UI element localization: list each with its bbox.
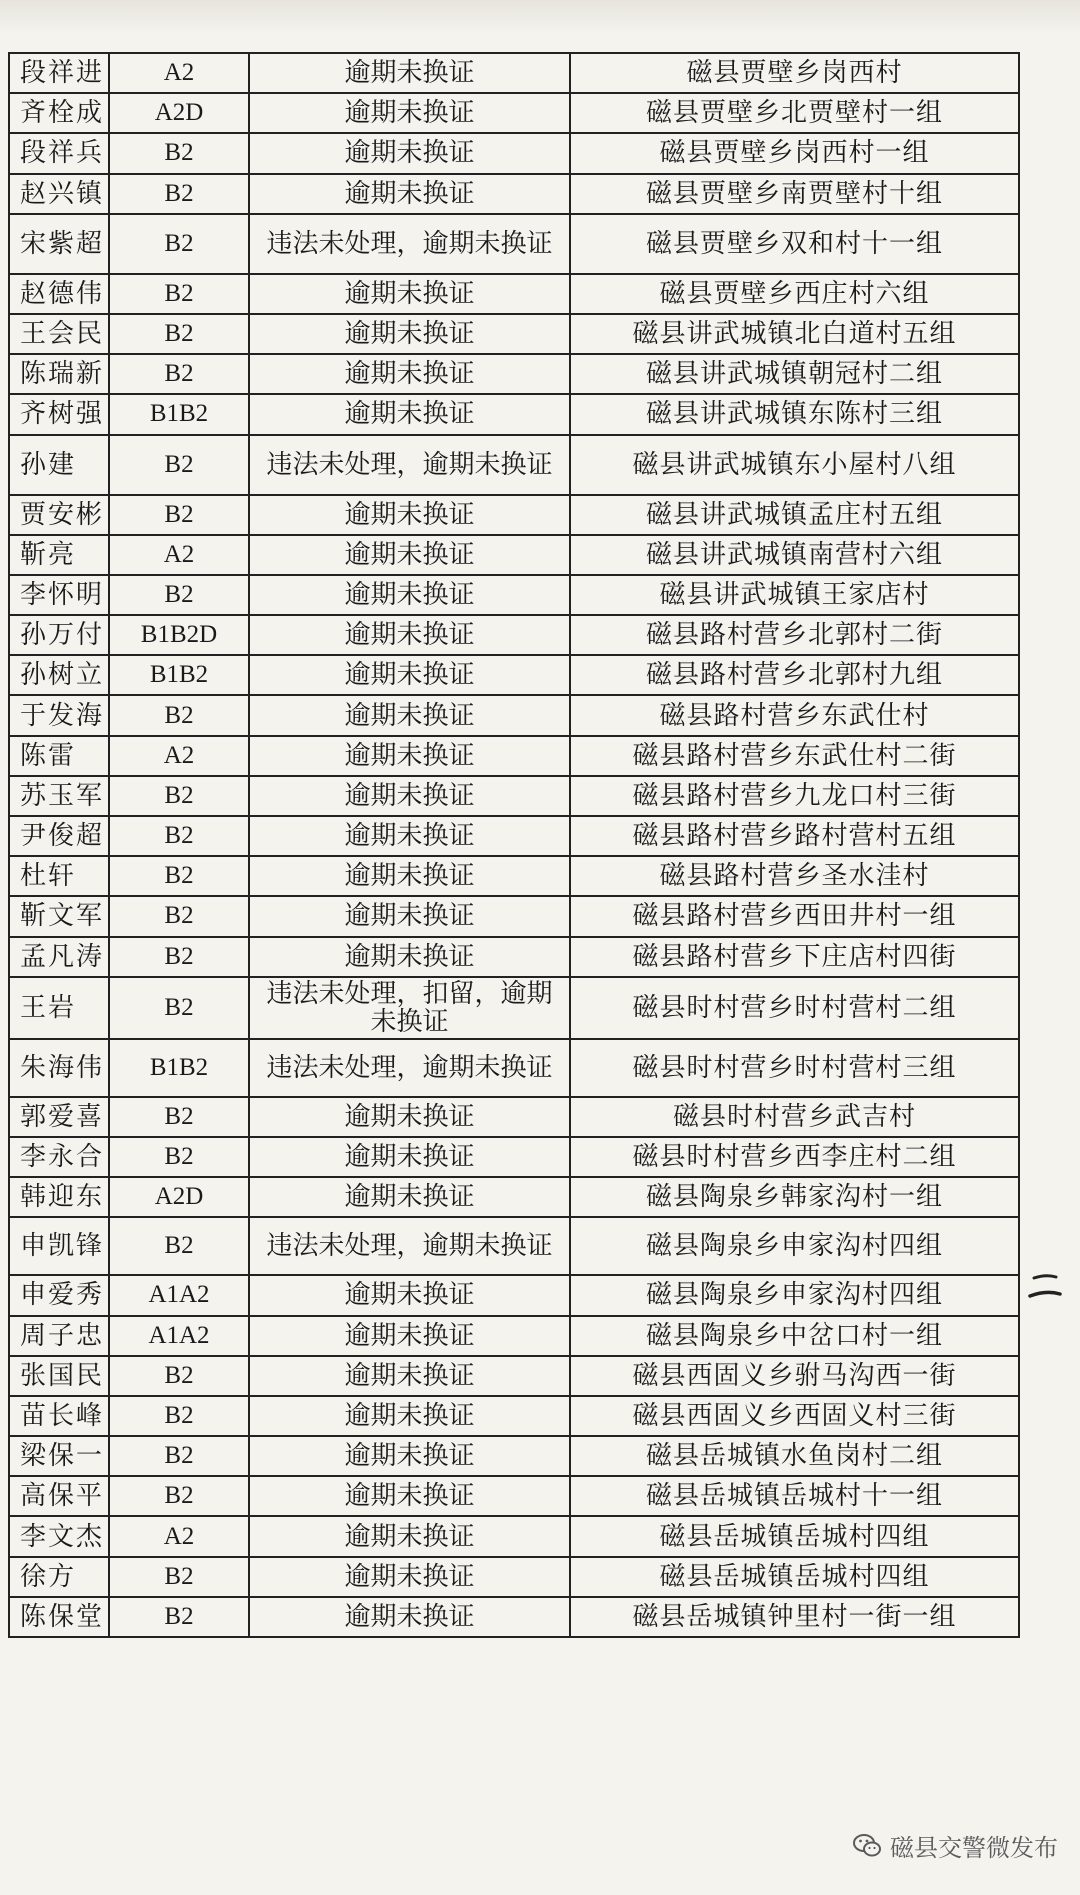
status-cell: 违法未处理，逾期未换证	[249, 214, 570, 274]
driver-name-cell: 王会民	[9, 314, 109, 354]
license-class-cell: B2	[109, 214, 249, 274]
driver-name-cell: 孟凡涛	[9, 937, 109, 977]
table-row	[9, 1137, 1019, 1177]
status-cell: 逾期未换证	[249, 655, 570, 695]
license-class-cell: A1A2	[109, 1275, 249, 1315]
wechat-icon	[852, 1833, 882, 1859]
table-row	[9, 214, 1019, 274]
license-class-cell: B2	[109, 174, 249, 214]
driver-name-cell: 李文杰	[9, 1516, 109, 1556]
status-cell: 逾期未换证	[249, 394, 570, 434]
driver-name-cell: 陈保堂	[9, 1597, 109, 1637]
license-class-cell: B2	[109, 1396, 249, 1436]
license-class-cell: A2	[109, 1516, 249, 1556]
license-class-cell: B2	[109, 1557, 249, 1597]
watermark-text: 磁县交警微发布	[890, 1834, 1058, 1862]
address-cell: 磁县讲武城镇南营村六组	[570, 535, 1019, 575]
table-row	[9, 1516, 1019, 1556]
table-row	[9, 354, 1019, 394]
license-class-cell: B2	[109, 133, 249, 173]
address-cell: 磁县讲武城镇东小屋村八组	[570, 435, 1019, 495]
table-row	[9, 1396, 1019, 1436]
table-row	[9, 535, 1019, 575]
table-row	[9, 816, 1019, 856]
table-row	[9, 1476, 1019, 1516]
table-row	[9, 394, 1019, 434]
address-cell: 磁县路村营乡北郭村九组	[570, 655, 1019, 695]
address-cell: 磁县讲武城镇孟庄村五组	[570, 495, 1019, 535]
status-cell: 逾期未换证	[249, 274, 570, 314]
license-class-cell: B2	[109, 314, 249, 354]
status-cell: 逾期未换证	[249, 495, 570, 535]
status-cell: 逾期未换证	[249, 816, 570, 856]
address-cell: 磁县贾壁乡南贾壁村十组	[570, 174, 1019, 214]
address-cell: 磁县路村营乡圣水洼村	[570, 856, 1019, 896]
driver-name-cell: 宋紫超	[9, 214, 109, 274]
driver-name-cell: 王岩	[9, 977, 109, 1039]
table-row	[9, 174, 1019, 214]
driver-name-cell: 申爱秀	[9, 1275, 109, 1315]
driver-name-cell: 苗长峰	[9, 1396, 109, 1436]
table-row	[9, 575, 1019, 615]
license-class-cell: B2	[109, 816, 249, 856]
status-cell: 逾期未换证	[249, 856, 570, 896]
status-cell: 逾期未换证	[249, 1597, 570, 1637]
status-cell: 违法未处理，逾期未换证	[249, 435, 570, 495]
table-row	[9, 314, 1019, 354]
license-class-cell: B2	[109, 896, 249, 936]
table-row	[9, 937, 1019, 977]
driver-name-cell: 杜轩	[9, 856, 109, 896]
status-cell: 逾期未换证	[249, 1275, 570, 1315]
table-row	[9, 1436, 1019, 1476]
license-class-cell: B2	[109, 575, 249, 615]
driver-name-cell: 张国民	[9, 1356, 109, 1396]
driver-name-cell: 靳文军	[9, 896, 109, 936]
license-class-cell: B1B2	[109, 655, 249, 695]
status-cell: 逾期未换证	[249, 93, 570, 133]
address-cell: 磁县岳城镇岳城村十一组	[570, 1476, 1019, 1516]
driver-name-cell: 赵兴镇	[9, 174, 109, 214]
table-row	[9, 1275, 1019, 1315]
table-row	[9, 53, 1019, 93]
address-cell: 磁县岳城镇岳城村四组	[570, 1557, 1019, 1597]
address-cell: 磁县陶泉乡申家沟村四组	[570, 1275, 1019, 1315]
driver-name-cell: 孙树立	[9, 655, 109, 695]
table-row	[9, 1316, 1019, 1356]
driver-name-cell: 苏玉军	[9, 776, 109, 816]
driver-name-cell: 赵德伟	[9, 274, 109, 314]
table-row	[9, 1097, 1019, 1137]
driver-name-cell: 孙万付	[9, 615, 109, 655]
license-class-cell: B2	[109, 1137, 249, 1177]
driver-name-cell: 徐方	[9, 1557, 109, 1597]
address-cell: 磁县时村营乡时村营村二组	[570, 977, 1019, 1039]
address-cell: 磁县讲武城镇王家店村	[570, 575, 1019, 615]
status-cell: 逾期未换证	[249, 314, 570, 354]
license-class-cell: A1A2	[109, 1316, 249, 1356]
address-cell: 磁县岳城镇钟里村一街一组	[570, 1597, 1019, 1637]
license-class-cell: B2	[109, 856, 249, 896]
status-cell: 逾期未换证	[249, 776, 570, 816]
driver-name-cell: 郭爱喜	[9, 1097, 109, 1137]
address-cell: 磁县路村营乡东武仕村	[570, 695, 1019, 735]
address-cell: 磁县贾壁乡岗西村一组	[570, 133, 1019, 173]
address-cell: 磁县时村营乡武吉村	[570, 1097, 1019, 1137]
license-class-cell: B1B2D	[109, 615, 249, 655]
status-cell: 逾期未换证	[249, 695, 570, 735]
driver-name-cell: 斉栓成	[9, 93, 109, 133]
driver-name-cell: 高保平	[9, 1476, 109, 1516]
table-row	[9, 1039, 1019, 1097]
roster-body	[9, 53, 1019, 1637]
status-cell: 逾期未换证	[249, 615, 570, 655]
address-cell: 磁县贾壁乡西庄村六组	[570, 274, 1019, 314]
table-row	[9, 776, 1019, 816]
table-row	[9, 736, 1019, 776]
address-cell: 磁县路村营乡路村营村五组	[570, 816, 1019, 856]
license-class-cell: B2	[109, 495, 249, 535]
address-cell: 磁县贾壁乡北贾壁村一组	[570, 93, 1019, 133]
table-row	[9, 1557, 1019, 1597]
status-cell: 逾期未换证	[249, 937, 570, 977]
status-cell: 违法未处理，逾期未换证	[249, 1217, 570, 1275]
status-cell: 违法未处理，扣留，逾期未换证	[249, 977, 570, 1039]
license-class-cell: A2	[109, 736, 249, 776]
driver-name-cell: 韩迎东	[9, 1177, 109, 1217]
table-row	[9, 856, 1019, 896]
address-cell: 磁县时村营乡西李庄村二组	[570, 1137, 1019, 1177]
driver-name-cell: 于发海	[9, 695, 109, 735]
address-cell: 磁县贾壁乡岗西村	[570, 53, 1019, 93]
license-class-cell: B2	[109, 274, 249, 314]
driver-name-cell: 靳亮	[9, 535, 109, 575]
address-cell: 磁县岳城镇岳城村四组	[570, 1516, 1019, 1556]
driver-name-cell: 孙建	[9, 435, 109, 495]
page-number-mark	[1026, 1268, 1066, 1308]
license-class-cell: B2	[109, 435, 249, 495]
driver-name-cell: 周子忠	[9, 1316, 109, 1356]
status-cell: 逾期未换证	[249, 896, 570, 936]
table-row	[9, 615, 1019, 655]
driver-name-cell: 尹俊超	[9, 816, 109, 856]
license-class-cell: B2	[109, 977, 249, 1039]
status-cell: 逾期未换证	[249, 575, 570, 615]
license-class-cell: A2	[109, 53, 249, 93]
license-class-cell: B2	[109, 1356, 249, 1396]
license-class-cell: B2	[109, 695, 249, 735]
document-sheet	[0, 52, 1080, 1832]
license-class-cell: B2	[109, 776, 249, 816]
status-cell: 逾期未换证	[249, 1097, 570, 1137]
driver-name-cell: 段祥进	[9, 53, 109, 93]
status-cell: 逾期未换证	[249, 1436, 570, 1476]
address-cell: 磁县讲武城镇北白道村五组	[570, 314, 1019, 354]
license-class-cell: B2	[109, 1217, 249, 1275]
table-row	[9, 655, 1019, 695]
address-cell: 磁县西固义乡驸马沟西一街	[570, 1356, 1019, 1396]
license-class-cell: B2	[109, 1097, 249, 1137]
table-row	[9, 1356, 1019, 1396]
table-row	[9, 1217, 1019, 1275]
status-cell: 逾期未换证	[249, 1476, 570, 1516]
driver-name-cell: 朱海伟	[9, 1039, 109, 1097]
license-class-cell: B2	[109, 1476, 249, 1516]
driver-name-cell: 陈雷	[9, 736, 109, 776]
source-watermark	[852, 1828, 1058, 1863]
status-cell: 逾期未换证	[249, 53, 570, 93]
table-row	[9, 896, 1019, 936]
table-row	[9, 977, 1019, 1039]
status-cell: 逾期未换证	[249, 1316, 570, 1356]
table-row	[9, 495, 1019, 535]
address-cell: 磁县路村营乡北郭村二街	[570, 615, 1019, 655]
table-row	[9, 133, 1019, 173]
driver-roster-table	[8, 52, 1020, 1638]
address-cell: 磁县陶泉乡中岔口村一组	[570, 1316, 1019, 1356]
driver-name-cell: 申凯锋	[9, 1217, 109, 1275]
status-cell: 逾期未换证	[249, 174, 570, 214]
license-class-cell: B2	[109, 354, 249, 394]
status-cell: 逾期未换证	[249, 354, 570, 394]
status-cell: 逾期未换证	[249, 535, 570, 575]
address-cell: 磁县陶泉乡申家沟村四组	[570, 1217, 1019, 1275]
address-cell: 磁县岳城镇水鱼岗村二组	[570, 1436, 1019, 1476]
status-cell: 逾期未换证	[249, 1137, 570, 1177]
address-cell: 磁县贾壁乡双和村十一组	[570, 214, 1019, 274]
driver-name-cell: 陈瑞新	[9, 354, 109, 394]
status-cell: 逾期未换证	[249, 1396, 570, 1436]
license-class-cell: B2	[109, 937, 249, 977]
table-row	[9, 695, 1019, 735]
address-cell: 磁县路村营乡九龙口村三街	[570, 776, 1019, 816]
address-cell: 磁县陶泉乡韩家沟村一组	[570, 1177, 1019, 1217]
page-top-edge	[0, 0, 1080, 34]
address-cell: 磁县讲武城镇朝冠村二组	[570, 354, 1019, 394]
address-cell: 磁县西固义乡西固义村三街	[570, 1396, 1019, 1436]
status-cell: 逾期未换证	[249, 1177, 570, 1217]
license-class-cell: A2	[109, 535, 249, 575]
license-class-cell: A2D	[109, 93, 249, 133]
status-cell: 逾期未换证	[249, 133, 570, 173]
license-class-cell: B1B2	[109, 1039, 249, 1097]
address-cell: 磁县路村营乡下庄店村四街	[570, 937, 1019, 977]
table-row	[9, 1177, 1019, 1217]
driver-name-cell: 李永合	[9, 1137, 109, 1177]
status-cell: 逾期未换证	[249, 736, 570, 776]
license-class-cell: A2D	[109, 1177, 249, 1217]
address-cell: 磁县路村营乡西田井村一组	[570, 896, 1019, 936]
driver-name-cell: 齐树强	[9, 394, 109, 434]
address-cell: 磁县时村营乡时村营村三组	[570, 1039, 1019, 1097]
status-cell: 逾期未换证	[249, 1356, 570, 1396]
driver-name-cell: 李怀明	[9, 575, 109, 615]
table-row	[9, 274, 1019, 314]
address-cell: 磁县讲武城镇东陈村三组	[570, 394, 1019, 434]
license-class-cell: B2	[109, 1436, 249, 1476]
table-row	[9, 1597, 1019, 1637]
status-cell: 逾期未换证	[249, 1557, 570, 1597]
driver-name-cell: 梁保一	[9, 1436, 109, 1476]
license-class-cell: B1B2	[109, 394, 249, 434]
table-row	[9, 93, 1019, 133]
table-row	[9, 435, 1019, 495]
driver-name-cell: 贾安彬	[9, 495, 109, 535]
driver-name-cell: 段祥兵	[9, 133, 109, 173]
status-cell: 违法未处理，逾期未换证	[249, 1039, 570, 1097]
address-cell: 磁县路村营乡东武仕村二街	[570, 736, 1019, 776]
status-cell: 逾期未换证	[249, 1516, 570, 1556]
license-class-cell: B2	[109, 1597, 249, 1637]
